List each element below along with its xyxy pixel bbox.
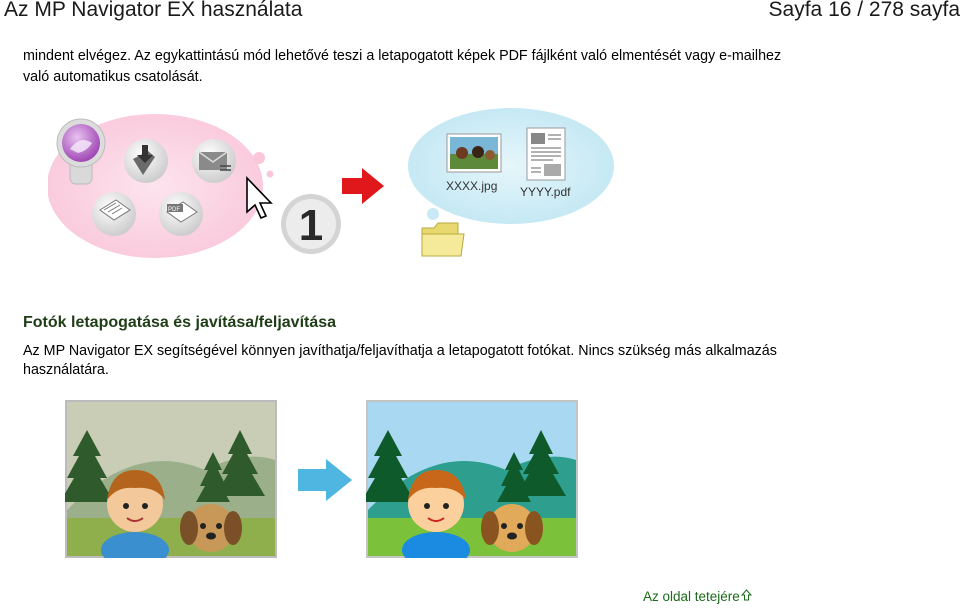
dog	[180, 504, 242, 552]
pdf-file-icon	[527, 128, 565, 180]
step-badge	[281, 194, 341, 254]
jpg-file-icon	[447, 134, 501, 172]
blue-arrow	[296, 457, 354, 503]
dog	[481, 504, 543, 552]
photo-after	[366, 400, 578, 558]
up-arrow-icon	[741, 589, 752, 604]
pdf-filename: YYYY.pdf	[520, 185, 571, 199]
pdf-tag: PDF	[168, 207, 180, 213]
photo-before	[65, 400, 277, 558]
folder-icon	[422, 223, 464, 256]
section-heading: Fotók letapogatása és javítása/feljavítása	[23, 314, 337, 331]
step-number: 1	[298, 201, 324, 250]
intro-paragraph: mindent elvégez. Az egykattintású mód lehetővé teszi a letapogatott képek PDF fájlként való elmentését vagy e-mailhez való automatikus csatolását.	[23, 48, 782, 85]
document-icon	[92, 192, 136, 236]
back-to-top-label: Az oldal tetejére	[643, 589, 740, 604]
back-to-top-link[interactable]	[643, 589, 752, 604]
section-body: Az MP Navigator EX segítségével könnyen javíthatja/feljavíthatja a letapogatott fotókat. Nincs szükség más alkalmazás használatára.	[23, 343, 777, 378]
jpg-filename: XXXX.jpg	[446, 179, 498, 193]
red-arrow	[342, 168, 384, 204]
blue-bubble	[408, 108, 614, 224]
pdf-icon	[159, 192, 203, 236]
save-icon	[124, 139, 168, 183]
mail-icon	[192, 139, 236, 183]
document-title: Az MP Navigator EX használata	[4, 0, 303, 21]
one-click-mode-illustration	[48, 106, 616, 270]
page-indicator: Sayfa 16 / 278 sayfa	[768, 0, 960, 21]
